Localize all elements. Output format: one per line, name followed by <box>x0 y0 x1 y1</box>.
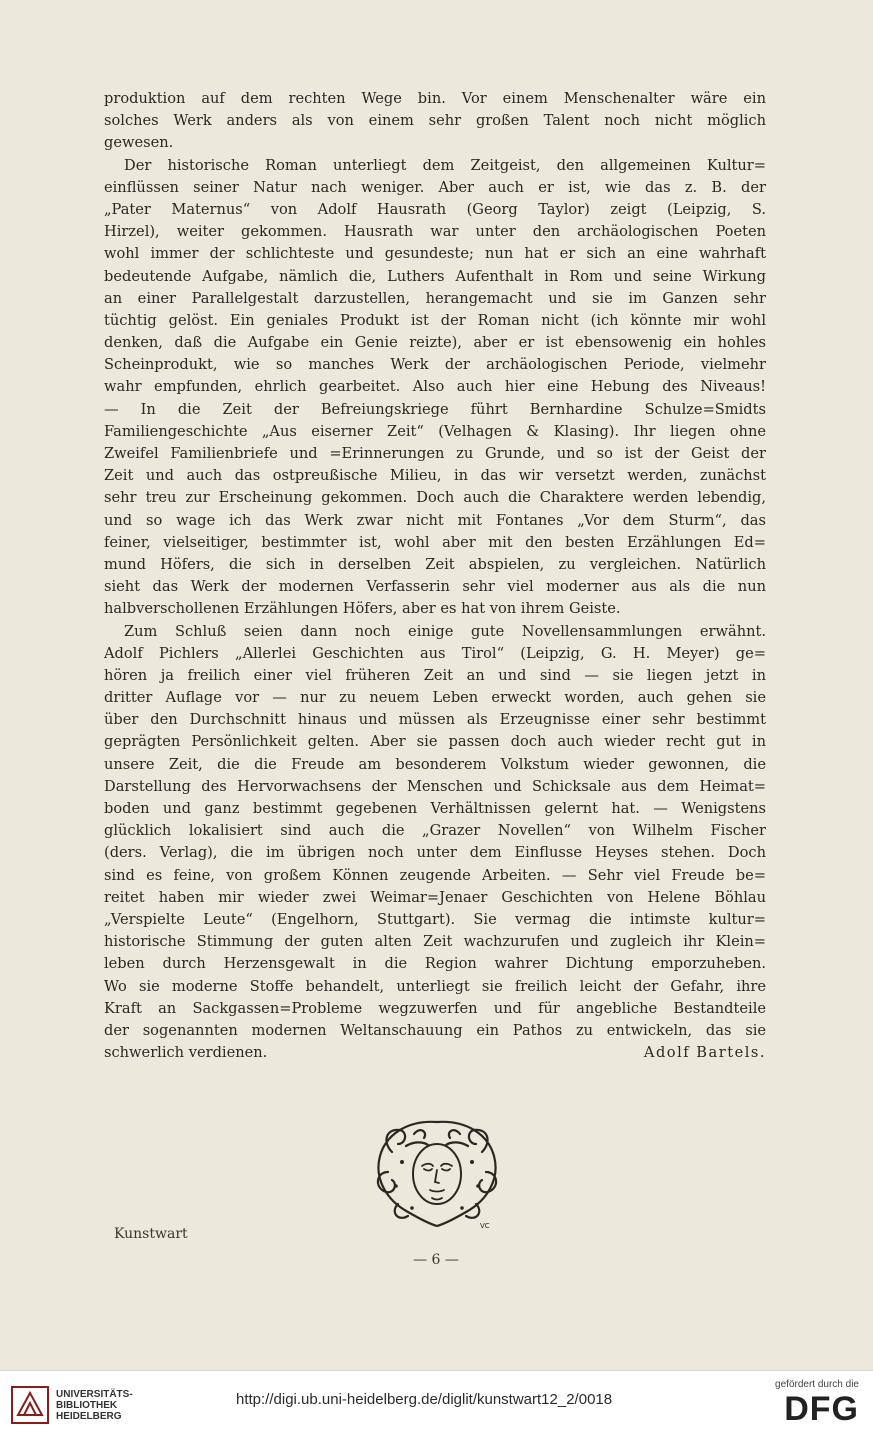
text-line: dritter Auflage vor — nur zu neuem Leben erweckt worden, auch gehen sie <box>104 689 766 707</box>
text-line: Adolf Pichlers „Allerlei Geschichten aus Tirol“ (Leipzig, G. H. Meyer) ge= <box>104 644 766 662</box>
text-line: solches Werk anders als von einem sehr großen Talent noch nicht möglich <box>104 112 766 130</box>
text-line: gewesen. <box>104 134 174 152</box>
journal-footer: Kunstwart <box>114 1226 188 1242</box>
text-line: Zweifel Familienbriefe und =Erinnerungen zu Grunde, und so ist der Geist der <box>104 445 766 462</box>
text-line: Der historische Roman unterliegt dem Zeitgeist, den allgemeinen Kultur= <box>124 156 766 174</box>
text-line: reitet haben mir wieder zwei Weimar=Jenaer Geschichten von Helene Böhlau <box>104 888 766 906</box>
text-line: Hirzel), weiter gekommen. Hausrath war unter den archäologischen Poeten <box>104 223 766 241</box>
text-line: (ders. Verlag), die im übrigen noch unter dem Einflusse Heyses stehen. Doch <box>104 844 766 862</box>
text-line: sehr treu zur Erscheinung gekommen. Doch auch die Charaktere werden lebendig, <box>104 489 766 507</box>
library-name-line-1: UNIVERSITÄTS- <box>56 1388 133 1400</box>
text-line: und so wage ich das Werk zwar nicht mit Fontanes „Vor dem Sturm“, das <box>104 511 766 529</box>
permalink-url[interactable]: http://digi.ub.uni-heidelberg.de/diglit/kunstwart12_2/0018 <box>236 1391 613 1408</box>
text-line: halbverschollenen Erzählungen Höfers, aber es hat von ihrem Geiste. <box>104 600 621 618</box>
text-line: „Pater Maternus“ von Adolf Hausrath (Georg Taylor) zeigt (Leipzig, S. <box>104 200 766 218</box>
viewer-footer-bar <box>0 1370 873 1437</box>
text-line: Kraft an Sackgassen=Probleme wegzuwerfen und für angebliche Bestandteile <box>104 999 766 1017</box>
text-line: einflüssen seiner Natur nach weniger. Aber auch er ist, wie das z. B. der <box>104 178 766 196</box>
library-name-line-2: BIBLIOTHEK <box>56 1399 118 1411</box>
text-line: Scheinprodukt, wie so manches Werk der archäologischen Periode, vielmehr <box>104 356 766 374</box>
dfg-caption: gefördert durch die <box>775 1379 859 1390</box>
library-name <box>56 1389 133 1422</box>
text-line: — In die Zeit der Befreiungskriege führt Bernhardine Schulze=Smidts <box>104 400 766 418</box>
text-line: über den Durchschnitt hinaus und müssen als Erzeugnisse einer sehr bestimmt <box>104 711 766 729</box>
library-seal-icon <box>10 1385 50 1425</box>
text-line: unsere Zeit, die die Freude am besonderem Volkstum wieder gewonnen, die <box>104 755 766 773</box>
text-line: geprägten Persönlichkeit gelten. Aber sie passen doch auch wieder recht gut in <box>104 733 766 751</box>
text-line: Wo sie moderne Stoffe behandelt, unterliegt sie freilich leicht der Gefahr, ihre <box>104 977 766 995</box>
text-line: Familiengeschichte „Aus eiserner Zeit“ (Velhagen & Klasing). Ihr liegen ohne <box>104 422 766 440</box>
text-line: mund Höfers, die sich in derselben Zeit abspielen, zu vergleichen. Natürlich <box>104 555 766 573</box>
text-line: an einer Parallelgestalt darzustellen, herangemacht und sie im Ganzen sehr <box>104 289 766 307</box>
text-line: glücklich lokalisiert sind auch die „Grazer Novellen“ von Wilhelm Fischer <box>104 822 766 840</box>
text-line: denken, daß die Aufgabe ein Genie reizte), aber er ist ebensowenig ein hohles <box>104 334 766 352</box>
text-line: Zum Schluß seien dann noch einige gute Novellensammlungen erwähnt. <box>124 622 766 640</box>
text-line: der sogenannten modernen Weltanschauung ein Pathos zu entwickeln, das sie <box>104 1021 766 1039</box>
text-line: „Verspielte Leute“ (Engelhorn, Stuttgart). Sie vermag die intimste kultur= <box>104 910 766 928</box>
text-line: tüchtig gelöst. Ein geniales Produkt ist der Roman nicht (ich könnte mir wohl <box>104 311 766 329</box>
text-line: wohl immer der schlichteste und gesundeste; nun hat er sich an eine wahrhaft <box>104 245 766 263</box>
page-number: — 6 — <box>413 1252 459 1268</box>
author-signature: Adolf Bartels. <box>643 1044 766 1062</box>
article-text <box>104 88 766 1064</box>
text-line: produktion auf dem rechten Wege bin. Vor einem Menschenalter wäre ein <box>104 90 766 107</box>
text-line: Darstellung des Hervorwachsens der Menschen und Schicksale aus dem Heimat= <box>104 777 766 795</box>
text-line: sind es feine, von großem Können zeugende Arbeiten. — Sehr viel Freude be= <box>104 866 766 884</box>
text-line: Zeit und auch das ostpreußische Milieu, in das wir versetzt werden, zunächst <box>104 467 766 485</box>
text-line: wahr empfunden, ehrlich gearbeitet. Also auch hier eine Hebung des Niveaus! <box>104 378 766 396</box>
text-line: bedeutende Aufgabe, nämlich die, Luthers Aufenthalt in Rom und seine Wirkung <box>104 267 766 285</box>
text-line: schwerlich verdienen. <box>104 1044 268 1062</box>
vignette-signature: VC <box>480 1222 490 1230</box>
dfg-logo[interactable] <box>775 1379 859 1428</box>
library-name-line-3: HEIDELBERG <box>56 1410 122 1422</box>
text-line: historische Stimmung der guten alten Zeit wachzurufen und zugleich ihr Klein= <box>104 933 766 951</box>
text-line: sieht das Werk der modernen Verfasserin sehr viel moderner aus als die nun <box>104 578 766 596</box>
text-line: hören ja freilich einer viel früheren Zeit an und sind — sie liegen jetzt in <box>104 666 766 684</box>
text-line: feiner, vielseitiger, bestimmter ist, wohl aber mit den besten Erzählungen Ed= <box>104 533 766 551</box>
text-line: leben durch Herzensgewalt in die Region wahrer Dichtung emporzuheben. <box>104 955 766 973</box>
face-vignette-illustration <box>368 1112 506 1230</box>
library-logo[interactable] <box>10 1385 133 1425</box>
dfg-wordmark: DFG <box>784 1390 859 1428</box>
text-line: boden und ganz bestimmt gegebenen Verhältnissen gelernt hat. — Wenigstens <box>104 800 766 817</box>
